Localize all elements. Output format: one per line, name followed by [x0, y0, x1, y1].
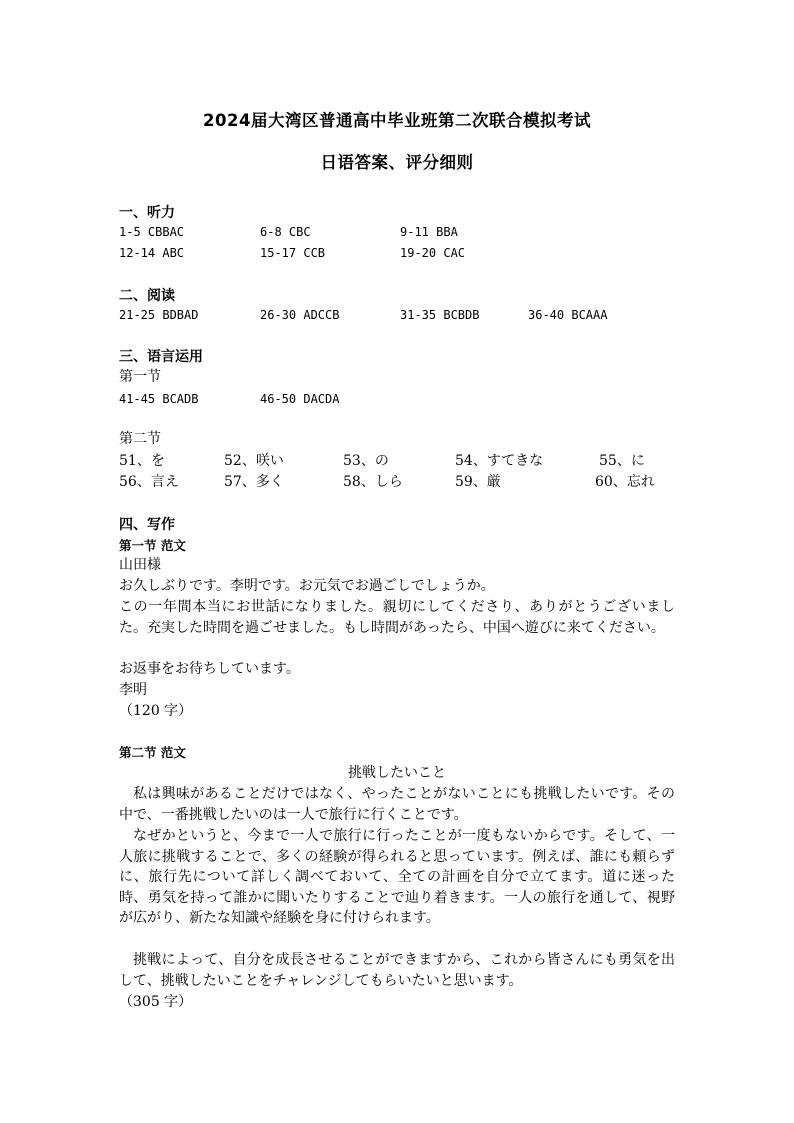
essay-word-count: （305 字） — [119, 994, 193, 1010]
language-part2-answer: 52、咲い — [224, 453, 284, 469]
writing-heading: 四、写作 — [119, 517, 175, 533]
listening-answer: 12-14 ABC — [119, 246, 185, 260]
language-heading: 三、语言运用 — [119, 349, 203, 365]
page-title: 2024届大湾区普通高中毕业班第二次联合模拟考试 — [203, 111, 591, 130]
letter-word-count: （120 字） — [119, 703, 193, 719]
essay-title: 挑戦したいこと — [348, 765, 446, 781]
writing-part2-label: 第二节 范文 — [119, 745, 186, 760]
reading-answer: 31-35 BCBDB — [400, 308, 480, 322]
listening-answer: 9-11 BBA — [400, 225, 458, 239]
letter-signature: 李明 — [119, 682, 147, 698]
language-part2-answer: 51、を — [119, 453, 165, 469]
language-part2-answer: 54、すてきな — [455, 453, 544, 469]
language-part1-answer: 46-50 DACDA — [260, 392, 340, 406]
reading-heading: 二、阅读 — [119, 288, 175, 304]
letter-line: お返事をお待ちしています。 — [119, 661, 300, 677]
reading-answer: 36-40 BCAAA — [528, 308, 608, 322]
essay-paragraph: 私は興味があることだけではなく、やったことがないことにも挑戦したいです。その中で、一番挑戦したいのは一人で旅行に行くことです。 — [119, 786, 675, 823]
listening-answer: 1-5 CBBAC — [119, 225, 185, 239]
listening-heading: 一、听力 — [119, 205, 175, 221]
letter-line: お久しぶりです。李明です。お元気でお過ごしでしょうか。 — [119, 578, 495, 594]
language-part2-answer: 60、忘れ — [595, 474, 655, 490]
language-part2-answer: 56、言え — [119, 474, 179, 490]
reading-answer: 26-30 ADCCB — [260, 308, 340, 322]
language-part2-answer: 55、に — [599, 453, 645, 469]
page-subtitle: 日语答案、评分细则 — [320, 153, 474, 172]
letter-body: この一年間本当にお世話になりました。親切にしてくださり、ありがとうございました。充実した時間を過ごせました。もし時間があったら、中国へ遊びに来てください。 — [119, 599, 675, 636]
language-part2-answer: 57、多く — [224, 474, 284, 490]
listening-answer: 6-8 CBC — [260, 225, 311, 239]
language-part2-answer: 59、厳 — [455, 474, 501, 490]
language-part1-answer: 41-45 BCADB — [119, 392, 199, 406]
essay-paragraph: 挑戦によって、自分を成長させることができますから、これから皆さんにも勇気を出して、挑戦したいことをチャレンジしてもらいたいと思います。 — [119, 952, 675, 989]
listening-answer: 19-20 CAC — [400, 246, 466, 260]
reading-answer: 21-25 BDBAD — [119, 308, 199, 322]
language-part2-answer: 53、の — [343, 453, 389, 469]
letter-salutation: 山田様 — [119, 557, 161, 573]
writing-part1-label: 第一节 范文 — [119, 538, 186, 553]
language-part2-answer: 58、しら — [343, 474, 403, 490]
language-part1-label: 第一节 — [119, 369, 161, 385]
listening-answer: 15-17 CCB — [260, 246, 326, 260]
language-part2-label: 第二节 — [119, 431, 161, 447]
essay-paragraph: なぜかというと、今まで一人で旅行に行ったことが一度もないからです。そして、一人旅に挑戦することで、多くの経験が得られると思っています。例えば、誰にも頼らずに、旅行先について詳しく調べておいて、全ての計画を自分で立てます。道に迷った時、勇気を持って誰かに聞いたりすることで辿り着きます。一人の旅行を通して、視野が広がり、新たな知識や経験を身に付けられます。 — [119, 828, 675, 926]
